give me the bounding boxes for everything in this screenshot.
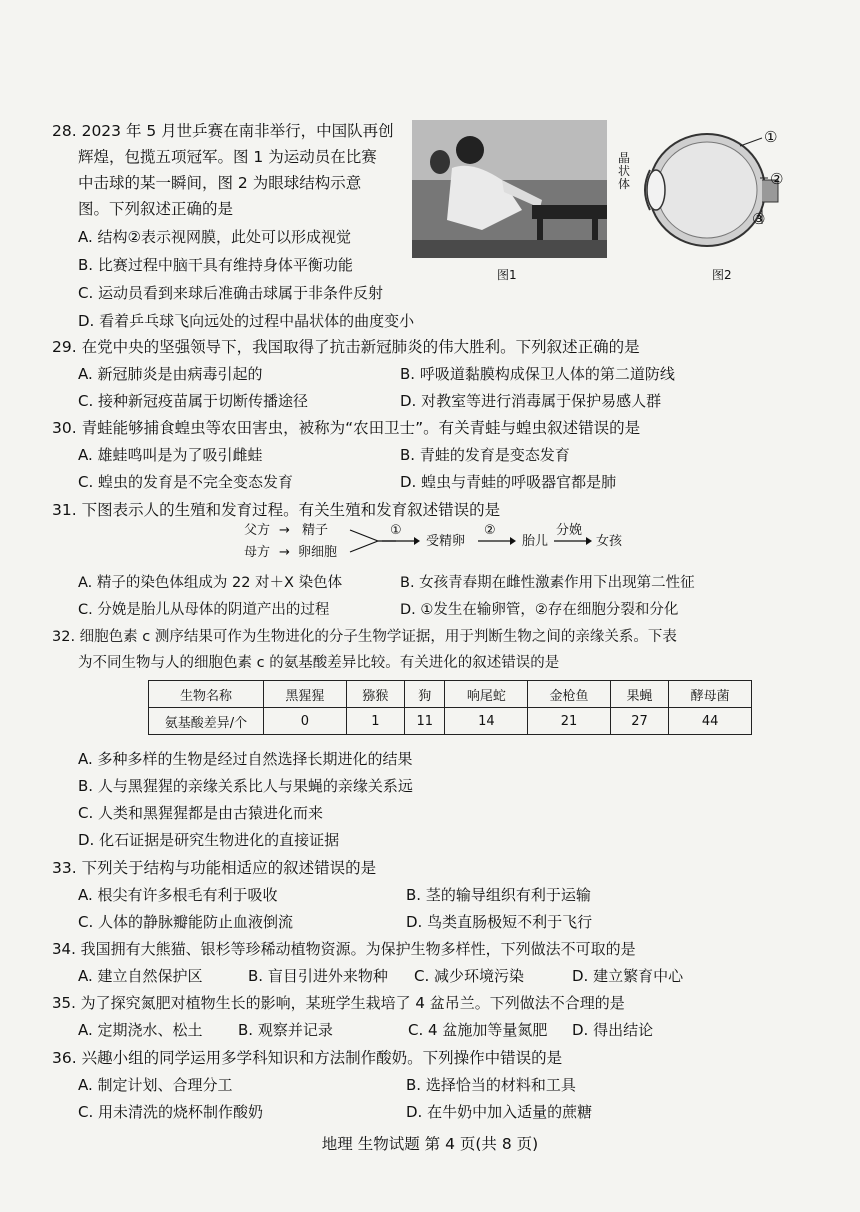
q33-option-a: A. 根尖有许多根毛有利于吸收 (78, 886, 278, 904)
q30-stem: 30. 青蛙能够捕食蝗虫等农田害虫，被称为“农田卫士”。有关青蛙与蝗虫叙述错误的是 (52, 419, 641, 437)
q30-option-b: B. 青蛙的发育是变态发育 (400, 446, 570, 464)
eye-label-lens: 晶状体 (618, 151, 631, 191)
q28-option-a: A. 结构②表示视网膜，此处可以形成视觉 (78, 228, 351, 246)
q32-option-c: C. 人类和黑猩猩都是由古猿进化而来 (78, 804, 324, 822)
q30-option-a: A. 雄蛙鸣叫是为了吸引雌蛙 (78, 446, 263, 464)
q36-option-d: D. 在牛奶中加入适量的蔗糖 (406, 1103, 593, 1121)
q35-option-a: A. 定期浇水、松土 (78, 1021, 203, 1039)
diagram-fetus: 胎儿 (522, 534, 549, 549)
q34-option-b: B. 盲目引进外来物种 (248, 967, 388, 985)
table-cell: 21 (528, 708, 611, 735)
diagram-arrow-2 (478, 534, 518, 548)
q28-stem-line-1: 28. 2023 年 5 月世乒赛在南非举行，中国队再创 (52, 122, 394, 140)
q31-option-b: B. 女孩青春期在雌性激素作用下出现第二性征 (400, 575, 695, 591)
diagram-step-2: ② (484, 523, 496, 538)
q29-stem: 29. 在党中央的坚强领导下，我国取得了抗击新冠肺炎的伟大胜利。下列叙述正确的是 (52, 338, 640, 356)
fig1-athlete-photo (412, 120, 607, 258)
table-cell: 响尾蛇 (445, 681, 528, 708)
q28-stem-line-2: 辉煌，包揽五项冠军。图 1 为运动员在比赛 (78, 148, 377, 166)
table-cell: 27 (610, 708, 668, 735)
diagram-zygote: 受精卵 (426, 534, 466, 549)
q36-option-b: B. 选择恰当的材料和工具 (406, 1076, 576, 1094)
q31-option-c: C. 分娩是胎儿从母体的阴道产出的过程 (78, 602, 330, 618)
q33-option-b: B. 茎的输导组织有利于运输 (406, 886, 591, 904)
q34-stem: 34. 我国拥有大熊猫、银杉等珍稀动植物资源。为保护生物多样性，下列做法不可取的是 (52, 940, 636, 958)
q31-option-d: D. ①发生在输卵管，②存在细胞分裂和分化 (400, 602, 679, 618)
diagram-girl: 女孩 (596, 534, 623, 549)
q33-option-c: C. 人体的静脉瓣能防止血液倒流 (78, 913, 294, 931)
table-cell: 金枪鱼 (528, 681, 611, 708)
q35-option-b: B. 观察并记录 (238, 1021, 333, 1039)
q32-stem-line-1: 32. 细胞色素 c 测序结果可作为生物进化的分子生物学证据，用于判断生物之间的亲缘关系。下表 (52, 629, 677, 645)
q31-stem: 31. 下图表示人的生殖和发育过程。有关生殖和发育叙述错误的是 (52, 501, 501, 519)
q28-stem-line-4: 图。下列叙述正确的是 (78, 200, 234, 218)
table-cell: 酵母菌 (669, 681, 752, 708)
table-cell: 1 (346, 708, 404, 735)
q34-option-a: A. 建立自然保护区 (78, 967, 203, 985)
q34-option-d: D. 建立繁育中心 (572, 967, 684, 985)
q36-stem: 36. 兴趣小组的同学运用多学科知识和方法制作酸奶。下列操作中错误的是 (52, 1049, 563, 1067)
diagram-sperm: 精子 (302, 523, 329, 538)
amino-acid-table (148, 680, 752, 735)
table-cell: 果蝇 (610, 681, 668, 708)
q29-option-c: C. 接种新冠疫苗属于切断传播途径 (78, 392, 309, 410)
diagram-step-1: ① (390, 523, 402, 538)
q29-option-b: B. 呼吸道黏膜构成保卫人体的第二道防线 (400, 365, 675, 383)
diagram-arrow-1 (382, 534, 422, 548)
q28-option-c: C. 运动员看到来球后准确击球属于非条件反射 (78, 284, 384, 302)
fig1-label: 图1 (497, 268, 517, 282)
q33-stem: 33. 下列关于结构与功能相适应的叙述错误的是 (52, 859, 377, 877)
diagram-arrow-3 (554, 534, 594, 548)
q36-option-c: C. 用未清洗的烧杯制作酸奶 (78, 1103, 264, 1121)
table-cell: 44 (669, 708, 752, 735)
diagram-father: 父方 (244, 523, 271, 538)
q28-option-d: D. 看着乒乓球飞向远处的过程中晶状体的曲度变小 (78, 312, 415, 330)
table-cell: 14 (445, 708, 528, 735)
table-cell: 猕猴 (346, 681, 404, 708)
table-row (149, 708, 752, 735)
q31-option-a: A. 精子的染色体组成为 22 对＋X 染色体 (78, 575, 343, 591)
q34-option-c: C. 减少环境污染 (414, 967, 525, 985)
page-footer: 地理 生物试题 第 4 页(共 8 页) (321, 1135, 539, 1153)
table-cell: 0 (264, 708, 347, 735)
table-cell: 黑猩猩 (264, 681, 347, 708)
q29-option-a: A. 新冠肺炎是由病毒引起的 (78, 365, 263, 383)
q32-option-d: D. 化石证据是研究生物进化的直接证据 (78, 831, 340, 849)
q32-option-b: B. 人与黑猩猩的亲缘关系比人与果蝇的亲缘关系远 (78, 777, 413, 795)
table-header-row (149, 681, 752, 708)
q35-option-c: C. 4 盆施加等量氮肥 (408, 1021, 548, 1039)
q35-stem: 35. 为了探究氮肥对植物生长的影响，某班学生栽培了 4 盆吊兰。下列做法不合理的是 (52, 994, 625, 1012)
table-row-label: 氨基酸差异/个 (149, 708, 264, 735)
table-cell: 11 (405, 708, 445, 735)
fig2-label: 图2 (712, 268, 732, 282)
q35-option-d: D. 得出结论 (572, 1021, 654, 1039)
q29-option-d: D. 对教室等进行消毒属于保护易感人群 (400, 392, 662, 410)
eye-marker-3: ③ (752, 210, 766, 228)
diagram-mother: 母方 (244, 545, 271, 560)
reproduction-diagram: 父方 → 精子 母方 → 卵细胞 ① 受精卵 ② 胎儿 分娩 女孩 (230, 518, 650, 568)
q36-option-a: A. 制定计划、合理分工 (78, 1076, 233, 1094)
eye-marker-1: ① (764, 128, 778, 146)
q32-option-a: A. 多种多样的生物是经过自然选择长期进化的结果 (78, 750, 413, 768)
q30-option-d: D. 蝗虫与青蛙的呼吸器官都是肺 (400, 473, 617, 491)
q33-option-d: D. 鸟类直肠极短不利于飞行 (406, 913, 593, 931)
table-cell: 狗 (405, 681, 445, 708)
table-header-label: 生物名称 (149, 681, 264, 708)
diagram-egg: 卵细胞 (298, 545, 338, 560)
q28-option-b: B. 比赛过程中脑干具有维持身体平衡功能 (78, 256, 353, 274)
diagram-birth: 分娩 (556, 523, 583, 538)
q30-option-c: C. 蝗虫的发育是不完全变态发育 (78, 473, 294, 491)
q32-stem-line-2: 为不同生物与人的细胞色素 c 的氨基酸差异比较。有关进化的叙述错误的是 (78, 655, 560, 671)
q28-stem-line-3: 中击球的某一瞬间，图 2 为眼球结构示意 (78, 174, 362, 192)
eye-marker-2: ② (770, 170, 784, 188)
